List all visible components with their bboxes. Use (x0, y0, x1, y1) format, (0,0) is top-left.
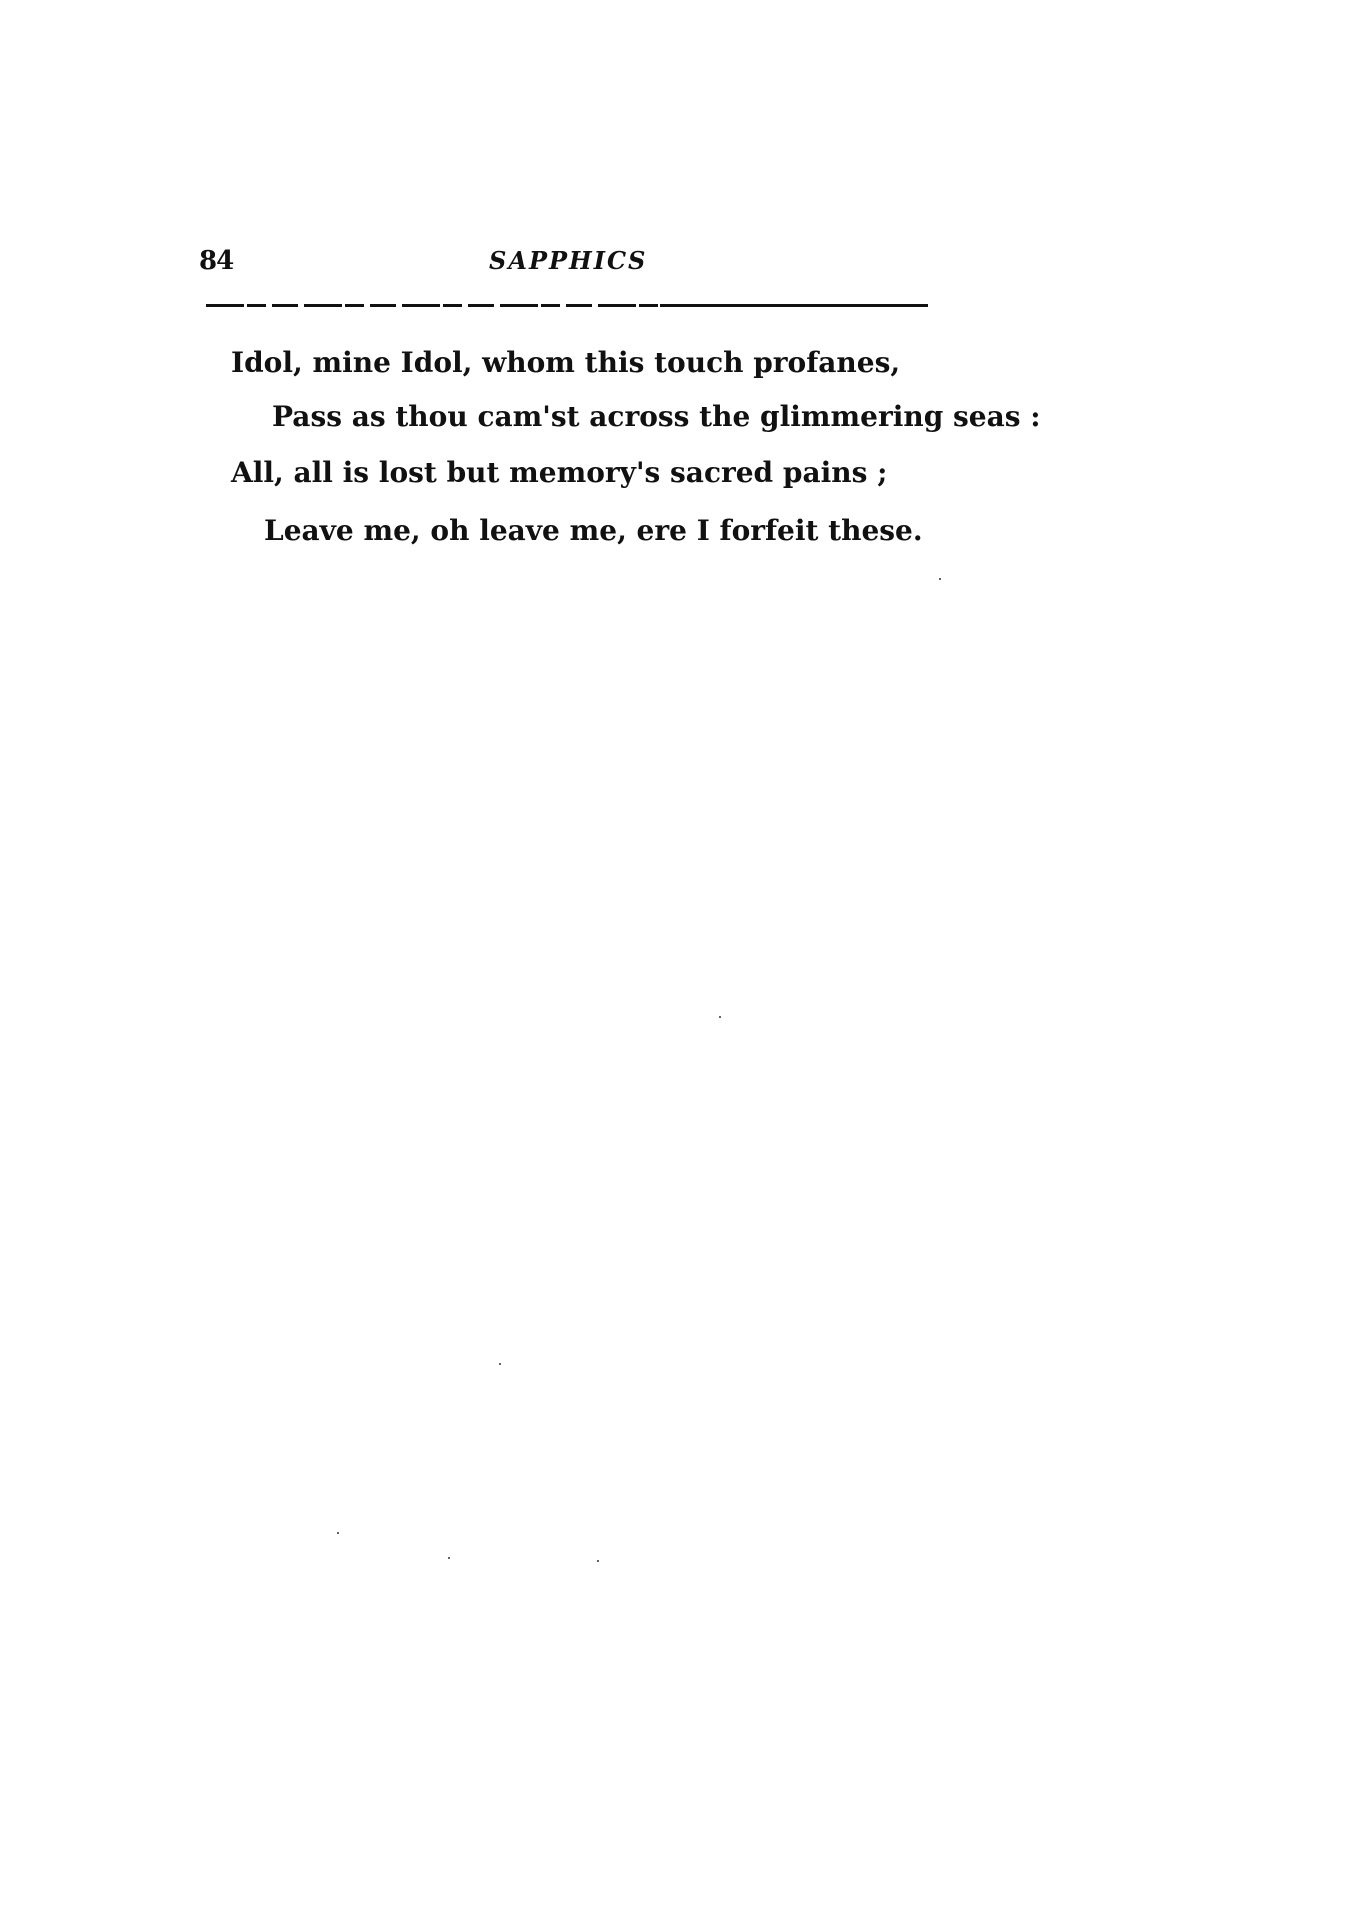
scan-speck (499, 1363, 501, 1365)
verse-line-2: Pass as thou cam'st across the glimmering seas : (272, 400, 1041, 433)
running-title: SAPPHICS (489, 246, 648, 275)
scan-speck (939, 578, 941, 580)
header-rule-solid-segment (660, 304, 928, 307)
scan-speck (597, 1560, 599, 1562)
page-number: 84 (199, 246, 234, 276)
verse-line-3: All, all is lost but memory's sacred pains ; (231, 456, 888, 489)
verse-line-4: Leave me, oh leave me, ere I forfeit these. (264, 514, 923, 547)
running-head (199, 246, 930, 286)
scan-speck (337, 1532, 339, 1534)
scan-speck (719, 1016, 721, 1018)
verse-line-1: Idol, mine Idol, whom this touch profanes, (231, 346, 901, 379)
scan-speck (448, 1557, 450, 1559)
